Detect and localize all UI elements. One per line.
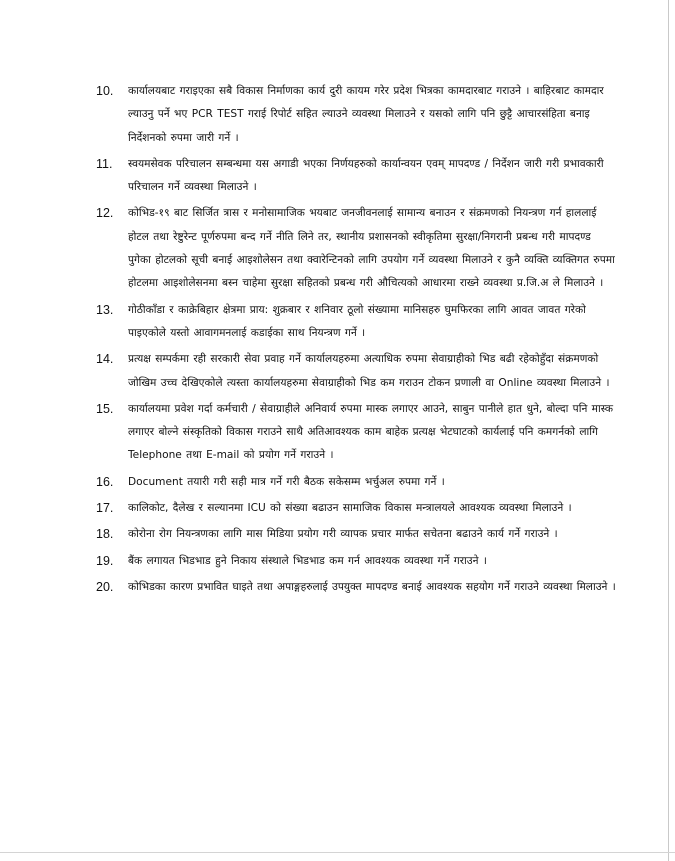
- list-item: [96, 497, 616, 520]
- item-number: 15.: [96, 401, 114, 416]
- item-number: 10.: [96, 84, 114, 98]
- item-text: कार्यालयबाट गराइएका सबै विकास निर्माणका कार्य दुरी कायम गरेर प्रदेश भित्रका कामदारबाट गराउने । बाहिरबाट कामदार ल्याउनु पर्ने भए PCR TEST गराई रिपोर्ट सहित ल्याउने व्यवस्था मिलाउने र यसको लागि पनि छुट्टै आचारसंहिता बनाइ निर्देशनको रुपमा जारी गर्ने ।: [128, 85, 604, 144]
- item-text: गोठीकाँडा र काक्रेबिहार क्षेत्रमा प्राय: शुक्रबार र शनिवार ठूलो संख्यामा मानिसहरु घुमफिरका लागि आवत जावत गरेको पाइएकोले यस्तो आवागमनलाई कडाईका साथ नियन्त्रण गर्ने ।: [128, 303, 586, 339]
- page-edge-bottom: [0, 852, 675, 853]
- page-edge-right: [668, 0, 669, 861]
- list-item: [96, 202, 616, 295]
- decision-list: [96, 80, 616, 602]
- list-item: [96, 348, 616, 395]
- item-number: 20.: [96, 579, 114, 594]
- item-number: 13.: [96, 302, 114, 317]
- item-text: बैंक लगायत भिडभाड हुने निकाय संस्थाले भिडभाड कम गर्न आवश्यक व्यवस्था गर्ने गराउने ।: [128, 554, 487, 567]
- item-text: कालिकोट, दैलेख र सल्यानमा ICU को संख्या बढाउन सामाजिक विकास मन्त्रालयले आवश्यक व्यवस्था मिलाउने ।: [128, 502, 572, 515]
- list-item: [96, 471, 616, 494]
- list-item: [96, 550, 616, 573]
- list-item: [96, 398, 616, 468]
- item-text: कार्यालयमा प्रवेश गर्दा कर्मचारी / सेवाग्राहीले अनिवार्य रुपमा मास्क लगाएर आउने, साबुन पानीले हात धुने, बोल्दा पनि मास्क लगाएर बोल्ने संस्कृतिको विकास गराउने साथै अतिआवश्यक काम बाहेक प्रत्यक्ष भेटघाटको कार्यलाई पनि कमगर्नको लागि Telephone तथा E-mail को प्रयोग गर्ने गराउने ।: [128, 402, 614, 462]
- item-text: कोभिड-१९ बाट सिर्जित त्रास र मनोसामाजिक भयबाट जनजीवनलाई सामान्य बनाउन र संक्रमणको नियन्त्रण गर्न हाललाई होटल तथा रेष्टुरेन्ट पूर्णरुपमा बन्द गर्ने नीति लिने तर, स्थानीय प्रशासनको स्वीकृतिमा सुरक्षा/निगरानी प्रबन्ध गरी मापदण्ड पुगेका होटलको सूची बनाई आइशोलेसन तथा क्वारेन्टिनको लागि उपयोग गर्ने व्यवस्था मिलाउने र कुनै व्यक्ति व्यक्तिगत रुपमा होटलमा आइशोलेसनमा बस्न चाहेमा सुरक्षा सहितको प्रबन्ध गरी औचित्यको आधारमा राख्ने व्यवस्था प्र.जि.अ ले मिलाउने ।: [128, 207, 615, 290]
- item-number: 11.: [96, 156, 113, 171]
- list-item: [96, 153, 616, 200]
- item-number: 12.: [96, 206, 114, 221]
- list-item: [96, 523, 616, 546]
- list-item: [96, 80, 616, 150]
- item-text: Document तयारी गरी सही मात्र गर्ने गरी बैठक सकेसम्म भर्चुअल रुपमा गर्ने ।: [128, 475, 445, 488]
- item-number: 17.: [96, 501, 114, 516]
- item-text: स्वयमसेवक परिचालन सम्बन्धमा यस अगाडी भएका निर्णयहरुको कार्यान्वयन एवम् मापदण्ड / निर्देशन जारी गरी प्रभावकारी परिचालन गर्ने व्यवस्था मिलाउने ।: [128, 157, 604, 194]
- item-number: 14.: [96, 352, 114, 367]
- item-number: 19.: [96, 553, 114, 568]
- item-text: कोभिडका कारण प्रभावित घाइते तथा अपाङ्गहरुलाई उपयुक्त मापदण्ड बनाई आवश्यक सहयोग गर्ने गराउने व्यवस्था मिलाउने ।: [128, 580, 616, 593]
- list-item: [96, 576, 616, 599]
- item-text: कोरोना रोग नियन्त्रणका लागि मास मिडिया प्रयोग गरी व्यापक प्रचार मार्फत सचेतना बढाउने कार्य गर्ने गराउने ।: [128, 528, 558, 541]
- item-number: 18.: [96, 527, 114, 542]
- item-text: प्रत्यक्ष सम्पर्कमा रही सरकारी सेवा प्रवाह गर्ने कार्यालयहरुमा अत्याधिक रुपमा सेवाग्राहीको भिड बढी रहेकोहुँदा संक्रमणको जोखिम उच्च देखिएकोले त्यस्ता कार्यालयहरुमा सेवाग्राहीको भिड कम गराउन टोकन प्रणाली वा Online व्यवस्था मिलाउने ।: [128, 353, 610, 389]
- list-item: [96, 299, 616, 346]
- item-number: 16.: [96, 474, 114, 489]
